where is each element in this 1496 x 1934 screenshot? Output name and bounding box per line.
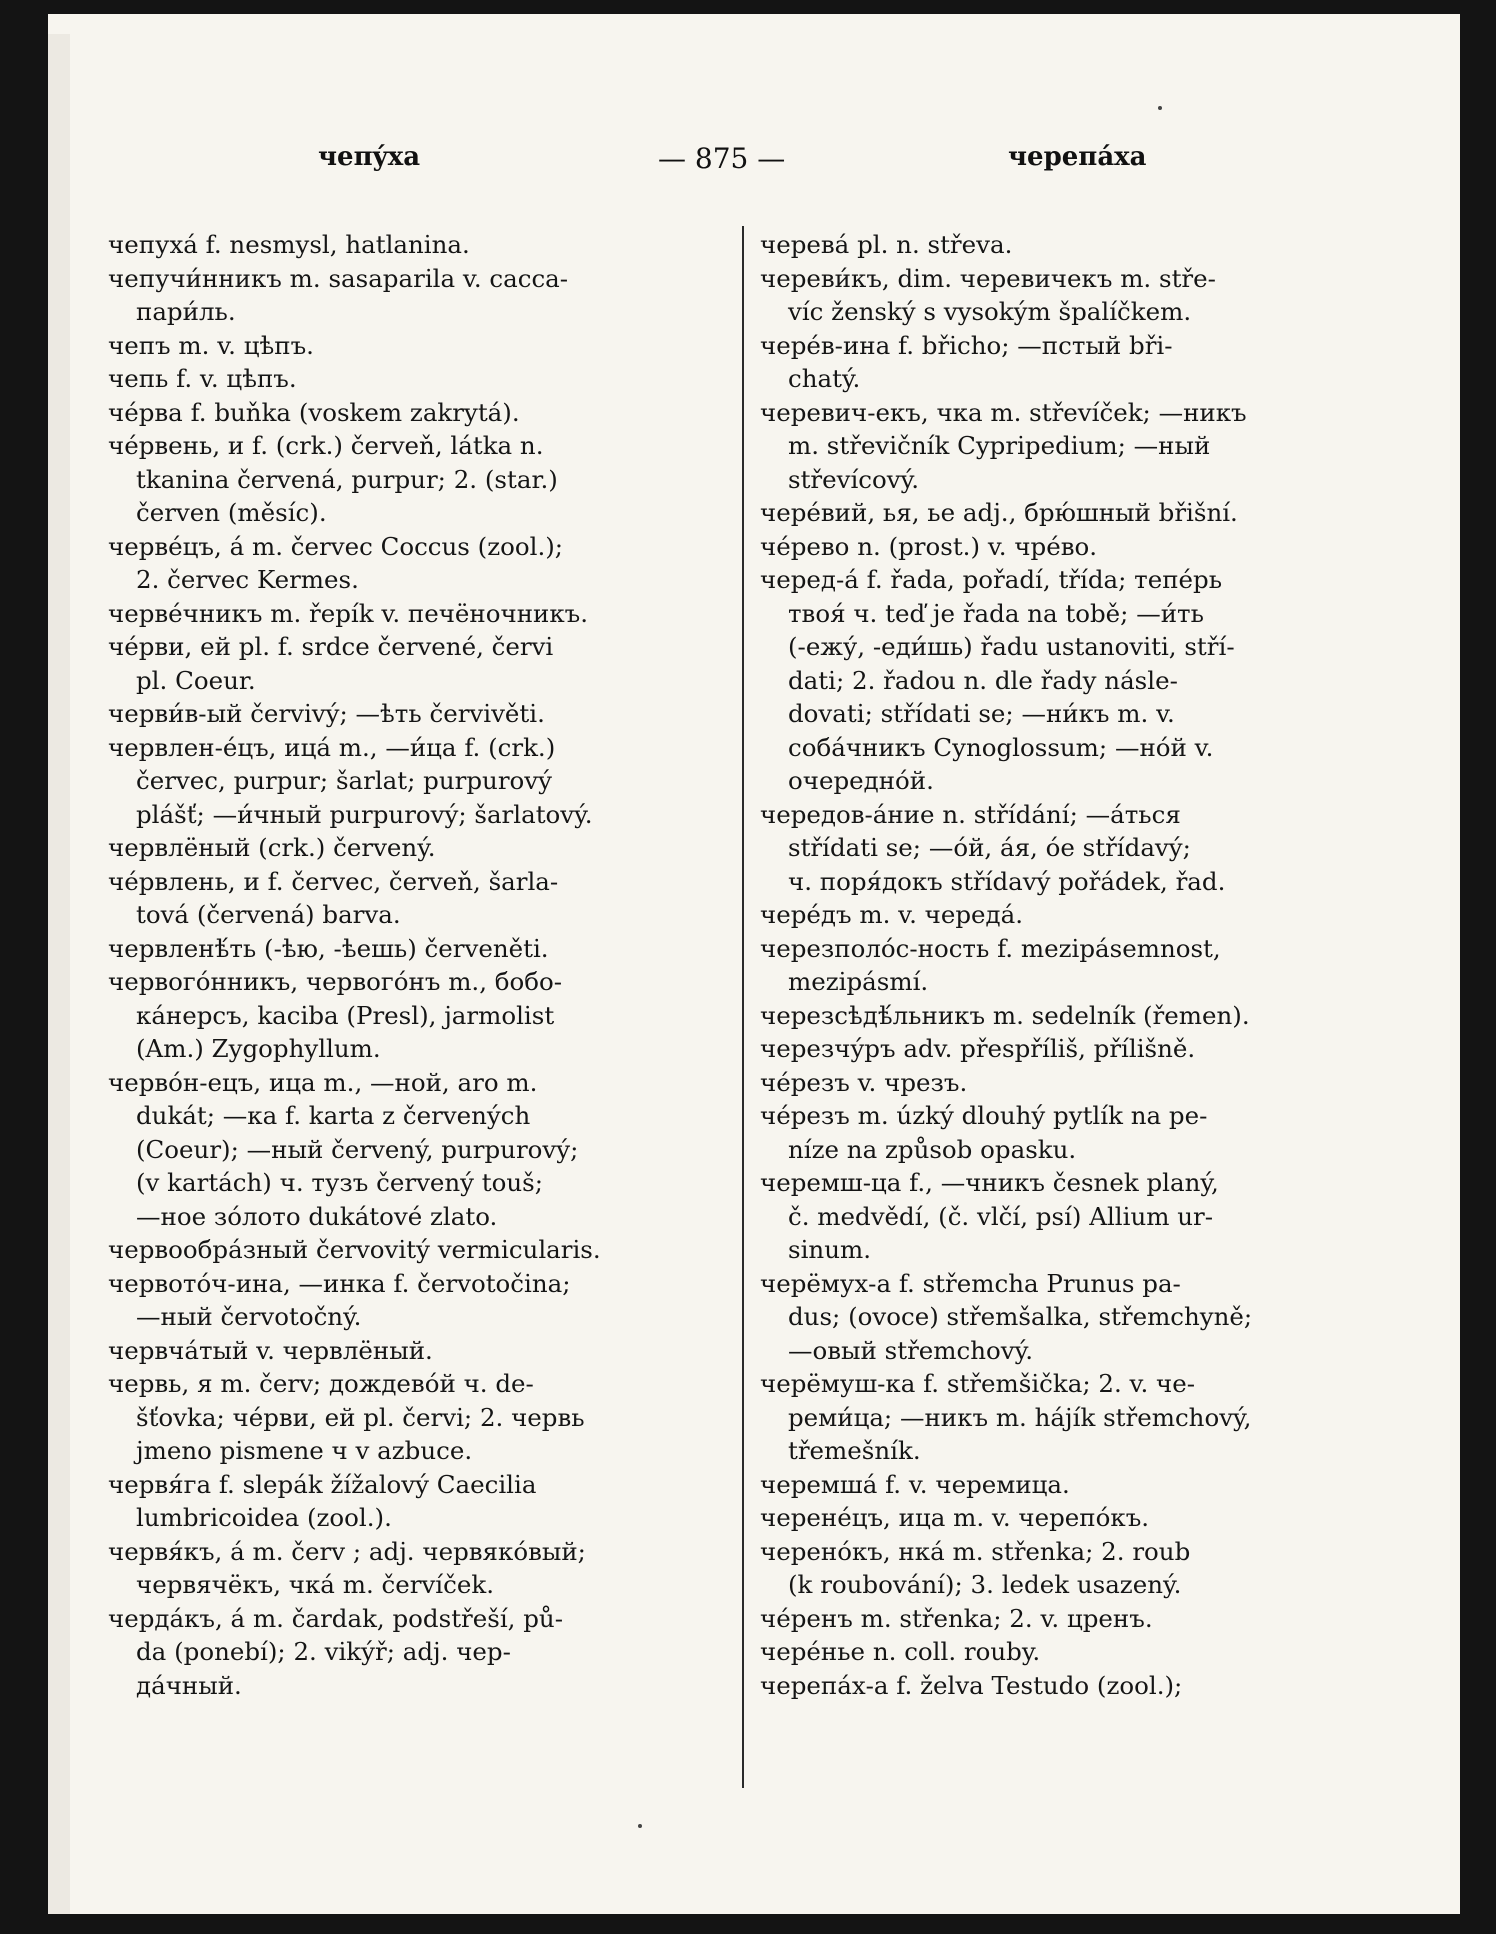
entry-continuation-line: твоя́ ч. teď je řada na tobě; —и́ть <box>788 598 1204 628</box>
dictionary-entry-line: черёмух-а f. střemcha Prunus pa- <box>760 1268 1181 1298</box>
entry-continuation-line: střevícový. <box>788 464 919 494</box>
dictionary-page <box>48 14 1460 1914</box>
entry-continuation-line: —овый střemchový. <box>788 1335 1033 1365</box>
entry-continuation-line: šťovka; чéрви, ей pl. červi; 2. червь <box>136 1402 585 1432</box>
guide-word-left: чепýха <box>318 142 421 172</box>
dictionary-entry-line: чепь f. v. цѣпъ. <box>108 364 297 393</box>
entry-continuation-line: 2. červec Kermes. <box>136 565 359 594</box>
dictionary-entry-line: черевич-екъ, чка m. střevíček; —никъ <box>760 397 1247 427</box>
dictionary-entry-line: чéрва f. buňka (voskem zakrytá). <box>108 397 520 427</box>
entry-continuation-line: červec, purpur; šarlat; purpurový <box>136 766 552 795</box>
dictionary-entry-line: червлен-éцъ, ицá m., —и́ца f. (crk.) <box>108 732 556 762</box>
dictionary-entry-line: червóн-ецъ, ица m., —ной, aro m. <box>108 1067 538 1097</box>
entry-continuation-line: plášť; —и́чный purpurový; šarlatový. <box>136 799 593 829</box>
entry-continuation-line: (k roubování); 3. ledek usazený. <box>788 1570 1182 1599</box>
dictionary-entry-line: черезчýръ adv. přespříliš, přílišně. <box>760 1034 1196 1063</box>
entry-continuation-line: dovati; střídati se; —ни́къ m. v. <box>788 699 1175 728</box>
dictionary-entry-line: червчáтый v. червлёный. <box>108 1335 433 1365</box>
dictionary-entry-line: червообрáзный červovitý vermicularis. <box>108 1235 601 1264</box>
entry-continuation-line: (Coeur); —ный červený, purpurový; <box>136 1134 579 1164</box>
dictionary-entry-line: черёмуш-ка f. střemšička; 2. v. че- <box>760 1369 1196 1398</box>
entry-continuation-line: mezipásmí. <box>788 967 929 996</box>
dictionary-entry-line: червéцъ, á m. červec Coccus (zool.); <box>108 531 564 561</box>
entry-continuation-line: tkanina červená, purpur; 2. (star.) <box>136 464 558 494</box>
entry-continuation-line: (-ежу́, -еди́шь) řadu ustanoviti, stří- <box>788 632 1235 661</box>
paper-speck <box>1158 106 1162 110</box>
dictionary-entry-line: черéнье n. coll. rouby. <box>760 1637 1041 1666</box>
dictionary-entry-line: червéчникъ m. řepík v. печёночникъ. <box>108 598 589 628</box>
entry-continuation-line: реми́ца; —никъ m. hájík střemchový, <box>788 1402 1252 1432</box>
entry-continuation-line: (Am.) Zygophyllum. <box>136 1034 381 1063</box>
dictionary-entry-line: чéрвень, и f. (crk.) červeň, látka n. <box>108 431 544 460</box>
dictionary-entry-line: черви́в-ый červivý; —ѣть červivěti. <box>108 699 545 728</box>
entry-continuation-line: dukát; —ка f. karta z červených <box>136 1101 531 1130</box>
column-divider <box>742 226 744 1788</box>
dictionary-entry-line: червленѣ́ть (-ѣю, -ѣешь) červeněti. <box>108 933 549 963</box>
dictionary-entry-line: червя́га f. slepák žížalový Caecilia <box>108 1469 537 1499</box>
page-number: — 875 — <box>658 142 786 175</box>
guide-word-right: черепáха <box>1008 142 1147 172</box>
dictionary-entry-line: червя́къ, á m. červ ; adj. червякóвый; <box>108 1536 586 1566</box>
dictionary-entry-line: черемш-ца f., —чникъ česnek planý, <box>760 1168 1219 1197</box>
dictionary-entry-line: чéренъ m. střenka; 2. v. цренъ. <box>760 1603 1153 1633</box>
entry-continuation-line: дáчный. <box>136 1670 242 1700</box>
dictionary-entry-line: червотóч-ина, —инка f. červotočina; <box>108 1268 571 1298</box>
dictionary-entry-line: чердáкъ, á m. čardak, podstřeší, pů- <box>108 1603 563 1633</box>
entry-continuation-line: tová (červená) barva. <box>136 900 401 929</box>
dictionary-entry-line: черепáх-а f. želva Testudo (zool.); <box>760 1670 1183 1700</box>
entry-continuation-line: dati; 2. řadou n. dle řady násle- <box>788 665 1178 695</box>
entry-continuation-line: třemešník. <box>788 1436 921 1465</box>
entry-continuation-line: pl. Coeur. <box>136 665 256 695</box>
dictionary-entry-line: черéдъ m. v. чередá. <box>760 900 1024 929</box>
dictionary-entry-line: черенéцъ, ица m. v. черепóкъ. <box>760 1503 1150 1532</box>
entry-continuation-line: střídati se; —óй, áя, óе střídavý; <box>788 833 1191 862</box>
dictionary-entry-line: чéрезъ m. úzký dlouhý pytlík na pe- <box>760 1101 1208 1130</box>
entry-continuation-line: —ное зóлото dukátové zlato. <box>136 1201 498 1231</box>
entry-continuation-line: da (ponebí); 2. vikýř; adj. чер- <box>136 1637 511 1666</box>
dictionary-entry-line: чéрево n. (prost.) v. чрéво. <box>760 531 1098 561</box>
adjacent-page-edge <box>48 34 70 1914</box>
dictionary-entry-line: чепухá f. nesmysl, hatlanina. <box>108 230 470 259</box>
dictionary-entry-line: черед-á f. řada, pořadí, třída; тепéрь <box>760 565 1223 594</box>
dictionary-entry-line: чéрвлень, и f. červec, červeň, šarla- <box>108 866 559 896</box>
entry-continuation-line: ч. поря́докъ střídavý pořádek, řad. <box>788 866 1226 896</box>
right-column <box>760 228 1388 1702</box>
dictionary-entry-line: черéвий, ья, ье adj., брю́шный břišní. <box>760 498 1238 527</box>
entry-continuation-line: dus; (ovoce) střemšalka, střemchyně; <box>788 1302 1253 1331</box>
entry-continuation-line: níze na způsob opasku. <box>788 1134 1077 1164</box>
dictionary-entry-line: чéрезъ v. чрезъ. <box>760 1067 968 1097</box>
dictionary-entry-line: череви́къ, dim. черевичекъ m. stře- <box>760 263 1216 293</box>
dictionary-entry-line: черевá pl. n. střeva. <box>760 230 1013 259</box>
dictionary-entry-line: червогóнникъ, червогóнъ m., бобо- <box>108 967 563 996</box>
entry-continuation-line: кáнерсъ, kaciba (Presl), jarmolist <box>136 1000 555 1030</box>
entry-continuation-line: (v kartách) ч. тузъ červený touš; <box>136 1168 544 1197</box>
dictionary-entry-line: черенóкъ, нкá m. střenka; 2. roub <box>760 1536 1191 1566</box>
entry-continuation-line: —ный červotočný. <box>136 1302 362 1331</box>
dictionary-entry-line: червь, я m. červ; дождевóй ч. de- <box>108 1369 534 1398</box>
running-header <box>48 142 1460 182</box>
dictionary-entry-line: черезполóс-ность f. mezipásemnost, <box>760 933 1221 963</box>
dictionary-entry-line: червлёный (crk.) červený. <box>108 833 436 862</box>
dictionary-entry-line: чепучи́нникъ m. sasaparila v. сасса- <box>108 263 569 293</box>
entry-continuation-line: červen (měsíc). <box>136 498 327 527</box>
dictionary-entry-line: чередов-áние n. střídání; —áться <box>760 799 1181 829</box>
dictionary-entry-line: чéрви, ей pl. f. srdce červené, červi <box>108 632 554 661</box>
dictionary-entry-line: черезсѣдѣ́льникъ m. sedelník (řemen). <box>760 1000 1250 1030</box>
entry-continuation-line: собáчникъ Cynoglossum; —нóй v. <box>788 732 1214 762</box>
dictionary-entry-line: черемшá f. v. черемица. <box>760 1469 1070 1499</box>
entry-continuation-line: червячёкъ, чкá m. červíček. <box>136 1570 494 1599</box>
dictionary-entry-line: черéв-ина f. břicho; —пстый bři- <box>760 330 1173 360</box>
entry-continuation-line: m. střevičník Cypripedium; —ный <box>788 431 1211 460</box>
dictionary-entry-line: чепъ m. v. цѣпъ. <box>108 330 314 360</box>
left-column <box>108 228 730 1702</box>
entry-continuation-line: sinum. <box>788 1235 871 1264</box>
entry-continuation-line: č. medvědí, (č. vlčí, psí) Allium ur- <box>788 1201 1214 1231</box>
entry-continuation-line: víc ženský s vysokým špalíčkem. <box>788 297 1192 326</box>
entry-continuation-line: пари́ль. <box>136 297 236 326</box>
entry-continuation-line: chatý. <box>788 364 861 393</box>
entry-continuation-line: jmeno pismene ч v azbuce. <box>136 1436 473 1465</box>
paper-speck <box>638 1824 642 1828</box>
entry-continuation-line: lumbricoidea (zool.). <box>136 1503 392 1532</box>
entry-continuation-line: очереднóй. <box>788 766 934 795</box>
